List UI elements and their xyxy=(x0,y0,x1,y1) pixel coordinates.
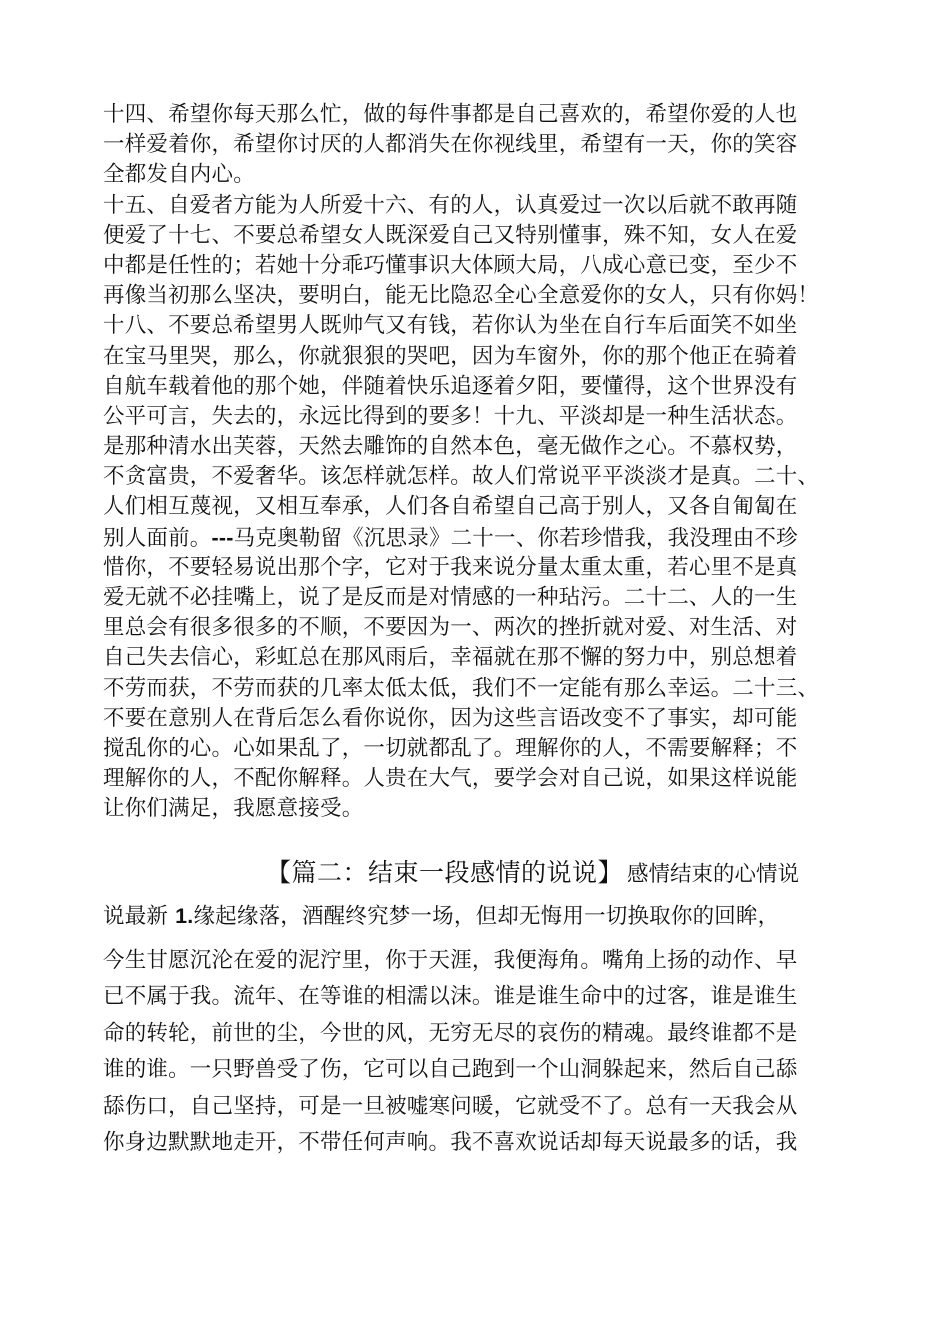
text-line: 搅乱你的心。心如果乱了，一切就都乱了。理解你的人，不需要解释；不 xyxy=(103,735,798,761)
text-line: 让你们满足，我愿意接受。 xyxy=(103,796,364,822)
section-heading xyxy=(266,855,799,891)
list-number: 1. xyxy=(175,904,194,928)
text-line: 公平可言，失去的，永远比得到的要多！十九、平淡却是一种生活状态。 xyxy=(103,403,798,429)
text-line: 自航车载着他的那个她，伴随着快乐追逐着夕阳，要懂得，这个世界没有 xyxy=(103,373,798,399)
text-line: 理解你的人，不配你解释。人贵在大气，要学会对自己说，如果这样说能 xyxy=(103,766,798,792)
text-line: 今生甘愿沉沦在爱的泥泞里，你于天涯，我便海角。嘴角上扬的动作、早 xyxy=(103,947,798,973)
text-line: 自己失去信心，彩虹总在那风雨后，幸福就在那不懈的努力中，别总想着 xyxy=(103,645,798,671)
text-line: 舔伤口，自己坚持，可是一旦被嘘寒问暖，它就受不了。总有一天我会从 xyxy=(103,1093,798,1119)
text-segment: 马克奥勒留《沉思录》二十一、你若珍惜我，我没理由不珍 xyxy=(233,525,798,551)
text-line: 十五、自爱者方能为人所爱十六、有的人，认真爱过一次以后就不敢再随 xyxy=(103,192,798,218)
text-line: 命的转轮，前世的尘，今世的风，无穷无尽的哀伤的精魂。最终谁都不是 xyxy=(103,1020,798,1046)
text-line: 中都是任性的；若她十分乖巧懂事识大体顾大局，八成心意已变，至少不 xyxy=(103,252,798,278)
text-line: 谁的谁。一只野兽受了伤，它可以自己跑到一个山洞躲起来，然后自己舔 xyxy=(103,1057,798,1082)
text-line: 惜你，不要轻易说出那个字，它对于我来说分量太重太重，若心里不是真 xyxy=(103,554,798,580)
text-line-with-citation xyxy=(103,523,863,553)
text-line: 在宝马里哭，那么，你就狠狠的哭吧，因为车窗外，你的那个他正在骑着 xyxy=(103,343,798,369)
text-line: 已不属于我。流年、在等谁的相濡以沫。谁是谁生命中的过客，谁是谁生 xyxy=(103,984,798,1009)
text-line: 再像当初那么坚决，要明白，能无比隐忍全心全意爱你的女人，只有你妈！ xyxy=(103,283,820,309)
text-line: 不劳而获，不劳而获的几率太低太低，我们不一定能有那么幸运。二十三、 xyxy=(103,675,820,701)
citation-dash: --- xyxy=(211,525,234,550)
text-line: 人们相互蔑视，又相互奉承，人们各自希望自己高于别人，又各自匍匐在 xyxy=(103,494,798,520)
text-line-numbered xyxy=(103,898,863,935)
text-line: 一样爱着你，希望你讨厌的人都消失在你视线里，希望有一天，你的笑容 xyxy=(103,132,798,158)
text-segment: 别人面前。 xyxy=(103,525,212,551)
text-block-part-one xyxy=(103,100,863,825)
text-line: 不要在意别人在背后怎么看你说你，因为这些言语改变不了事实，却可能 xyxy=(103,705,798,731)
text-line: 不贪富贵，不爱奢华。该怎样就怎样。故人们常说平平淡淡才是真。二十、 xyxy=(103,464,820,490)
text-segment: 缘起缘落，酒醒终究梦一场，但却无悔用一切换取你的回眸， xyxy=(193,904,780,929)
text-line: 里总会有很多很多的不顺，不要因为一、两次的挫折就对爱、对生活、对 xyxy=(103,615,798,641)
section-subtitle: 感情结束的心情说 xyxy=(627,862,800,887)
text-line: 你身边默默地走开，不带任何声响。我不喜欢说话却每天说最多的话，我 xyxy=(103,1130,798,1155)
text-line: 爱无就不必挂嘴上，说了是反而是对情感的一种玷污。二十二、人的一生 xyxy=(103,585,798,610)
text-line: 十八、不要总希望男人既帅气又有钱，若你认为坐在自行车后面笑不如坐 xyxy=(103,313,798,339)
section-title: 【篇二：结束一段感情的说说】 xyxy=(266,858,624,887)
text-line: 全都发自内心。 xyxy=(103,162,255,188)
text-segment: 说最新 xyxy=(103,904,176,929)
text-line: 十四、希望你每天那么忙，做的每件事都是自己喜欢的，希望你爱的人也 xyxy=(103,102,798,127)
text-line: 是那种清水出芙蓉，天然去雕饰的自然本色，毫无做作之心。不慕权势， xyxy=(103,434,798,460)
text-line: 便爱了十七、不要总希望女人既深爱自己又特别懂事，殊不知，女人在爱 xyxy=(103,222,798,248)
text-block-part-two xyxy=(103,898,863,1162)
